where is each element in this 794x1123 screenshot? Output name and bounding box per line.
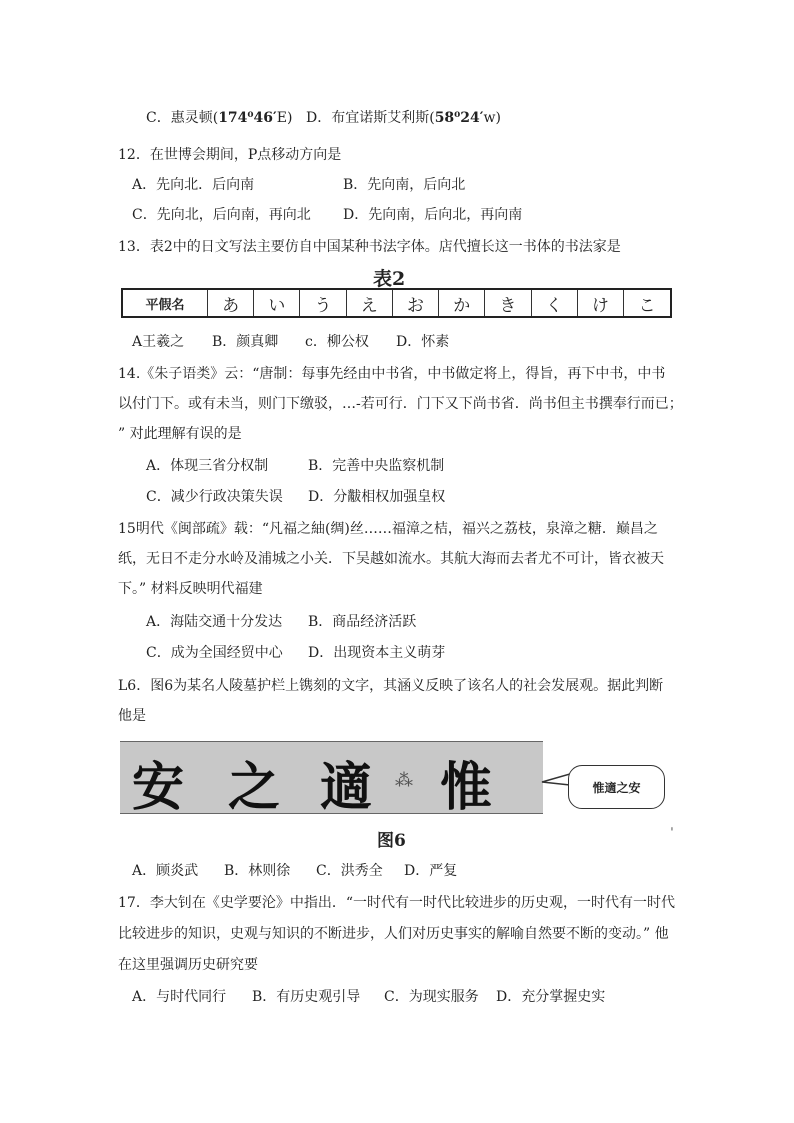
speech-bubble: 惟適之安 [568,765,665,809]
q13-stem: 13．表2中的日文写法主要仿自中国某种书法字体。店代擅长这一书体的书法家是 [118,239,621,255]
q15-option-d: D．出现资本主义萌芽 [308,645,446,661]
kana-cell: あ [208,289,254,317]
q11-option-d [306,108,501,128]
q12-option-b: B．先向南，后向北 [343,177,466,193]
q15-option-b: B．商品经济活跃 [308,614,417,630]
kana-cell: か [439,289,485,317]
q16-option-d: D．严复 [404,863,458,879]
q11-option-c-coord: 174⁰46′ [218,110,277,126]
inscription-char: 適 [320,757,373,818]
kana-cell: き [485,289,531,317]
q17-line-1: 17．李大钊在《史学要沦》中指出．“一时代有一时代比较进步的历史观，一时代有一时代 [118,895,675,911]
q15-option-c: C．成为全国经贸中心 [146,645,283,661]
q14-option-c: C．减少行政决策失误 [146,489,283,505]
kana-table [121,288,672,318]
q11-option-c-suffix: E) [276,110,293,126]
inscription-char: 安 [132,757,185,818]
q16-option-c: C．洪秀全 [316,863,383,879]
kana-cell: う [300,289,346,317]
q15-line-3: 下。” 材料反映明代福建 [118,581,263,597]
q13-option-a: A王羲之 [132,334,185,350]
speech-bubble-tail [540,770,570,790]
kana-cell: い [254,289,300,317]
q17-line-3: 在这里强调历史研究要 [118,957,258,973]
q15-line-2: 纸，无日不走分水岭及浦城之小关．下吴越如流水。其航大海而去者尤不可计，皆衣被天 [118,551,664,567]
q17-option-b: B．有历史观引导 [252,989,361,1005]
q11-option-c-label: C．惠灵顿( [146,110,219,126]
kana-table-header: 平假名 [122,289,208,317]
q12-option-a: A．先向北．后向南 [132,177,255,193]
q11-option-d-coord: 58⁰24′ [434,110,484,126]
q11-option-d-suffix: w) [483,110,501,126]
q17-option-c: C．为现实服务 [384,989,479,1005]
q15-line-1: 15明代《闽部疏》载：“凡福之紬(绸)丝……福漳之桔，福兴之荔枝，泉漳之糖．巅昌之 [118,521,658,537]
kana-cell: え [346,289,392,317]
kana-cell: け [577,289,623,317]
q13-option-d: D．怀素 [396,334,450,350]
q16-option-b: B．林则徐 [224,863,291,879]
figure-6-inscription [120,741,543,818]
q12-stem: 12．在世博会期间，P点移动方向是 [118,147,342,163]
inscription-char: 惟 [440,757,493,818]
kana-cell: こ [623,289,671,317]
q14-option-d: D．分黻相权加强皇权 [308,489,446,505]
q11-option-c [146,108,292,128]
q14-line-1: 14.《朱子语类》云：“唐制：每事先经由中书省，中书做定将上，得旨，再下中书，中书 [118,366,666,382]
q15-option-a: A．海陆交通十分发达 [146,614,283,630]
q13-option-c: c．柳公权 [305,334,369,350]
q11-option-d-label: D．布宜诺斯艾利斯( [306,110,435,126]
q14-option-a: A．体现三省分权制 [146,458,269,474]
q12-option-d: D．先向南，后向北，再向南 [343,207,523,223]
margin-mark: ˈ [670,826,674,842]
q14-option-b: B．完善中央监察机制 [308,458,445,474]
q13-option-b: B．颜真卿 [212,334,279,350]
inscription-char: 之 [228,757,281,818]
q17-option-d: D．充分掌握史实 [496,989,606,1005]
q12-option-c: C．先向北，后向南，再向北 [132,207,311,223]
q17-line-2: 比较进步的知识，史观与知识的不断进步，人们对历史事实的解喻自然要不断的变动。” 他 [118,926,669,942]
q16-line-1: L6．图6为某名人陵墓护栏上镌刻的文字，其涵义反映了该名人的社会发展观。据此判断 [118,678,664,694]
kana-cell: お [392,289,438,317]
table-2-caption: 表2 [373,268,406,290]
q16-option-a: A．顾炎武 [132,863,199,879]
q14-line-2: 以付门下。或有未当，则门下缴驳，…-若可行．门下又下尚书省．尚书但主书撰奉行而已； [118,396,683,412]
q17-option-a: A．与时代同行 [132,989,227,1005]
q16-line-2: 他是 [118,708,146,724]
inscription-damage-mark: ⁂ [395,770,413,791]
q14-line-3: ” 对此理解有误的是 [118,426,242,442]
kana-cell: く [531,289,577,317]
figure-6-caption: 图6 [377,831,406,851]
